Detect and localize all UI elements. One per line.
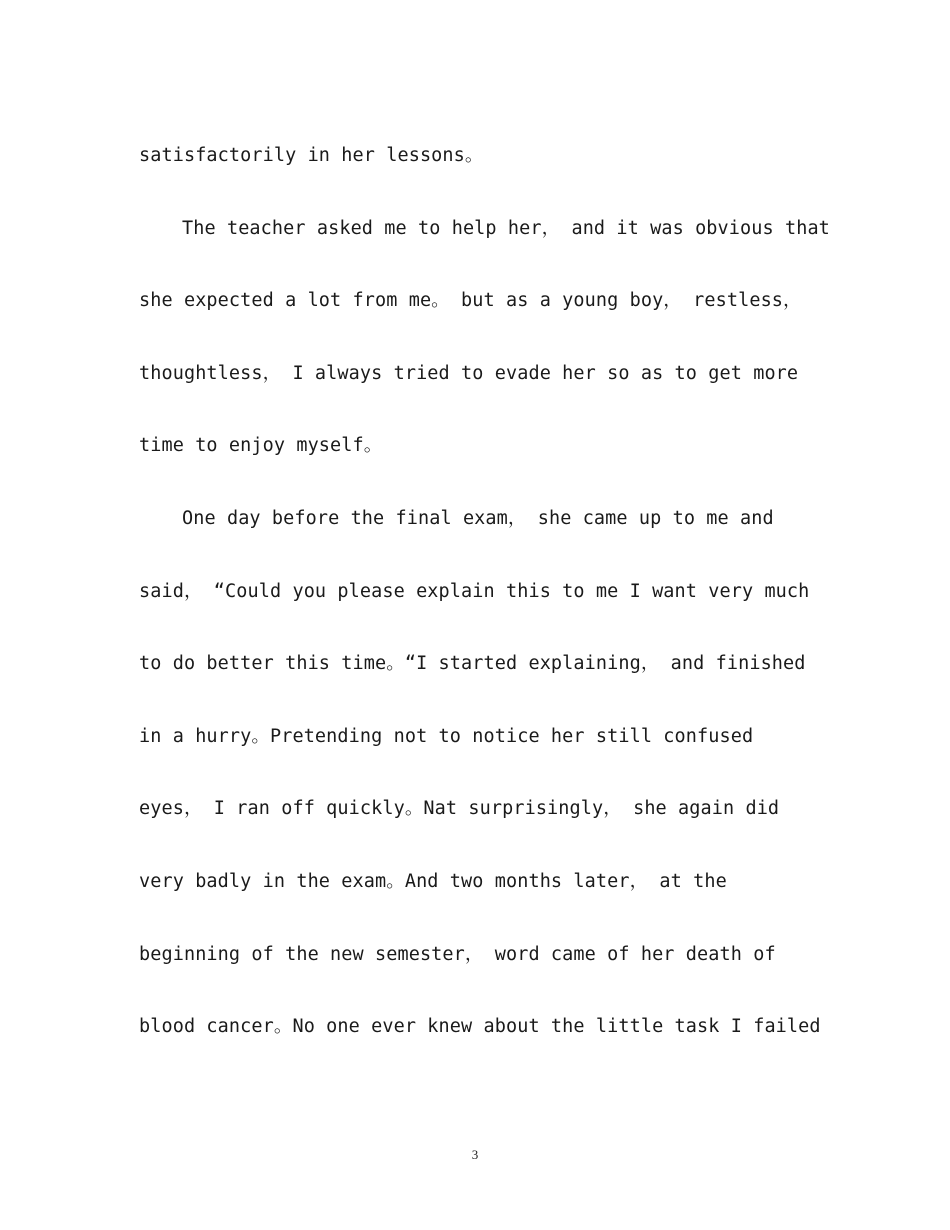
text-line: thoughtless， I always tried to evade her so as to get more	[139, 362, 799, 384]
text-line: satisfactorily in her lessons。	[139, 145, 484, 166]
text-line: time to enjoy myself。	[139, 435, 383, 457]
text-line: she expected a lot from me。 but as a young boy， restless，	[139, 290, 802, 312]
text-line: said， “Could you please explain this to me I want very much	[139, 580, 810, 602]
paragraph-first-line: One day before the final exam， she came up to me and	[182, 507, 774, 529]
text-line: to do better this time。“I started explaining， and finished	[139, 653, 806, 675]
text-line: beginning of the new semester， word came of her death of	[139, 943, 776, 965]
body-text	[139, 134, 839, 1078]
text-line: in a hurry。Pretending not to notice her still confused	[139, 725, 754, 747]
page-number: 3	[471, 1147, 479, 1162]
text-line: very badly in the exam。And two months later， at the	[139, 870, 727, 892]
paragraph-first-line: The teacher asked me to help her， and it was obvious that	[182, 217, 830, 239]
text-line: blood cancer。No one ever knew about the little task I failed	[139, 1016, 821, 1038]
text-line: eyes， I ran off quickly。Nat surprisingly， she again did	[139, 798, 780, 820]
